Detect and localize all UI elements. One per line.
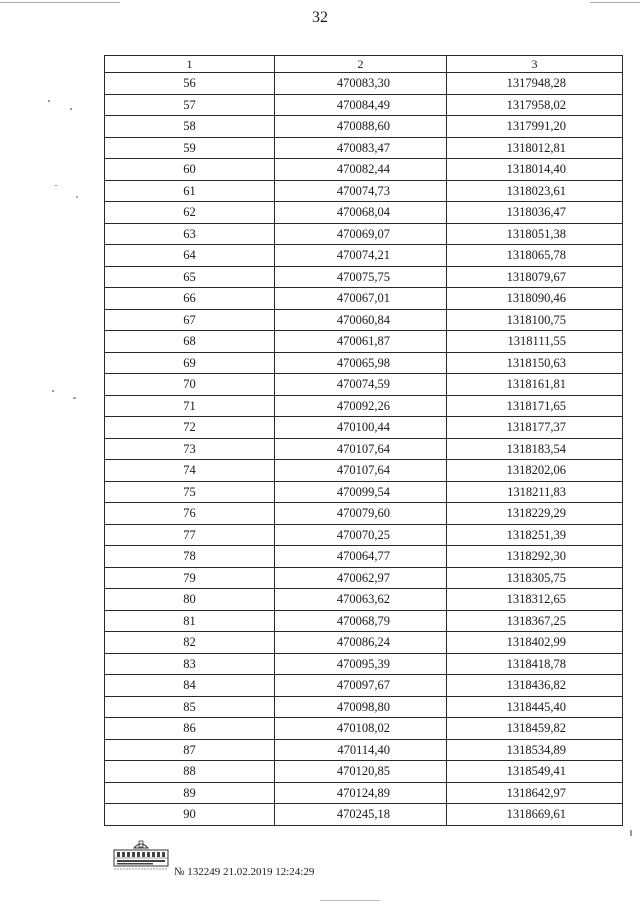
y-coordinate-cell: 1318111,55	[447, 331, 623, 353]
point-number-cell: 70	[105, 374, 275, 396]
table-row	[105, 610, 623, 632]
table-row	[105, 245, 623, 267]
point-number-cell: 78	[105, 546, 275, 568]
y-coordinate-cell: 1318534,89	[447, 739, 623, 761]
registry-seal-icon	[112, 838, 170, 874]
x-coordinate-cell: 470082,44	[275, 159, 447, 181]
x-coordinate-cell: 470074,21	[275, 245, 447, 267]
column-header-1: 1	[105, 56, 275, 73]
table-row	[105, 116, 623, 138]
point-number-cell: 56	[105, 73, 275, 95]
x-coordinate-cell: 470069,07	[275, 223, 447, 245]
table-row	[105, 266, 623, 288]
point-number-cell: 88	[105, 761, 275, 783]
scan-artifact	[70, 108, 72, 110]
x-coordinate-cell: 470063,62	[275, 589, 447, 611]
coordinates-table	[104, 55, 623, 826]
y-coordinate-cell: 1318445,40	[447, 696, 623, 718]
point-number-cell: 65	[105, 266, 275, 288]
x-coordinate-cell: 470097,67	[275, 675, 447, 697]
table-row	[105, 331, 623, 353]
x-coordinate-cell: 470070,25	[275, 524, 447, 546]
point-number-cell: 79	[105, 567, 275, 589]
point-number-cell: 76	[105, 503, 275, 525]
table-row	[105, 632, 623, 654]
table-row	[105, 180, 623, 202]
y-coordinate-cell: 1318051,38	[447, 223, 623, 245]
table-row	[105, 503, 623, 525]
table-row	[105, 589, 623, 611]
y-coordinate-cell: 1318012,81	[447, 137, 623, 159]
point-number-cell: 74	[105, 460, 275, 482]
y-coordinate-cell: 1318014,40	[447, 159, 623, 181]
y-coordinate-cell: 1318251,39	[447, 524, 623, 546]
table-row	[105, 288, 623, 310]
x-coordinate-cell: 470092,26	[275, 395, 447, 417]
x-coordinate-cell: 470098,80	[275, 696, 447, 718]
table-row	[105, 159, 623, 181]
table-row	[105, 223, 623, 245]
table-row	[105, 202, 623, 224]
x-coordinate-cell: 470107,64	[275, 438, 447, 460]
table-row	[105, 804, 623, 826]
y-coordinate-cell: 1318367,25	[447, 610, 623, 632]
y-coordinate-cell: 1318177,37	[447, 417, 623, 439]
point-number-cell: 90	[105, 804, 275, 826]
x-coordinate-cell: 470124,89	[275, 782, 447, 804]
x-coordinate-cell: 470068,79	[275, 610, 447, 632]
y-coordinate-cell: 1318402,99	[447, 632, 623, 654]
document-footer	[112, 838, 372, 888]
x-coordinate-cell: 470114,40	[275, 739, 447, 761]
scan-artifact	[76, 196, 78, 198]
y-coordinate-cell: 1318436,82	[447, 675, 623, 697]
y-coordinate-cell: 1318183,54	[447, 438, 623, 460]
y-coordinate-cell: 1318549,41	[447, 761, 623, 783]
document-registration-stamp: № 132249 21.02.2019 12:24:29	[174, 866, 315, 878]
point-number-cell: 75	[105, 481, 275, 503]
x-coordinate-cell: 470088,60	[275, 116, 447, 138]
x-coordinate-cell: 470083,47	[275, 137, 447, 159]
y-coordinate-cell: 1318669,61	[447, 804, 623, 826]
x-coordinate-cell: 470074,73	[275, 180, 447, 202]
table-row	[105, 73, 623, 95]
table-row	[105, 546, 623, 568]
table-row	[105, 481, 623, 503]
table-row	[105, 718, 623, 740]
x-coordinate-cell: 470095,39	[275, 653, 447, 675]
scan-artifact	[320, 900, 380, 901]
y-coordinate-cell: 1317991,20	[447, 116, 623, 138]
point-number-cell: 85	[105, 696, 275, 718]
point-number-cell: 67	[105, 309, 275, 331]
y-coordinate-cell: 1317948,28	[447, 73, 623, 95]
y-coordinate-cell: 1318292,30	[447, 546, 623, 568]
x-coordinate-cell: 470075,75	[275, 266, 447, 288]
x-coordinate-cell: 470100,44	[275, 417, 447, 439]
point-number-cell: 77	[105, 524, 275, 546]
y-coordinate-cell: 1318211,83	[447, 481, 623, 503]
y-coordinate-cell: 1317958,02	[447, 94, 623, 116]
table-row	[105, 567, 623, 589]
point-number-cell: 80	[105, 589, 275, 611]
column-header-2: 2	[275, 56, 447, 73]
table-row	[105, 782, 623, 804]
y-coordinate-cell: 1318642,97	[447, 782, 623, 804]
y-coordinate-cell: 1318079,67	[447, 266, 623, 288]
point-number-cell: 64	[105, 245, 275, 267]
x-coordinate-cell: 470079,60	[275, 503, 447, 525]
point-number-cell: 69	[105, 352, 275, 374]
y-coordinate-cell: 1318312,65	[447, 589, 623, 611]
point-number-cell: 72	[105, 417, 275, 439]
table-row	[105, 137, 623, 159]
page-number: 32	[312, 9, 328, 26]
point-number-cell: 89	[105, 782, 275, 804]
x-coordinate-cell: 470245,18	[275, 804, 447, 826]
point-number-cell: 57	[105, 94, 275, 116]
y-coordinate-cell: 1318305,75	[447, 567, 623, 589]
x-coordinate-cell: 470083,30	[275, 73, 447, 95]
point-number-cell: 60	[105, 159, 275, 181]
table-row	[105, 309, 623, 331]
x-coordinate-cell: 470068,04	[275, 202, 447, 224]
table-row	[105, 460, 623, 482]
x-coordinate-cell: 470062,97	[275, 567, 447, 589]
table-row	[105, 374, 623, 396]
y-coordinate-cell: 1318171,65	[447, 395, 623, 417]
point-number-cell: 83	[105, 653, 275, 675]
x-coordinate-cell: 470060,84	[275, 309, 447, 331]
y-coordinate-cell: 1318202,06	[447, 460, 623, 482]
point-number-cell: 66	[105, 288, 275, 310]
table-row	[105, 739, 623, 761]
scan-artifact	[630, 830, 632, 836]
table-row	[105, 524, 623, 546]
table-row	[105, 696, 623, 718]
point-number-cell: 63	[105, 223, 275, 245]
y-coordinate-cell: 1318229,29	[447, 503, 623, 525]
y-coordinate-cell: 1318418,78	[447, 653, 623, 675]
table-row	[105, 438, 623, 460]
point-number-cell: 71	[105, 395, 275, 417]
x-coordinate-cell: 470061,87	[275, 331, 447, 353]
point-number-cell: 86	[105, 718, 275, 740]
table-row	[105, 675, 623, 697]
scan-artifact	[0, 2, 120, 3]
y-coordinate-cell: 1318459,82	[447, 718, 623, 740]
scan-artifact	[48, 100, 50, 102]
table-row	[105, 761, 623, 783]
scan-artifact	[55, 185, 57, 186]
point-number-cell: 68	[105, 331, 275, 353]
point-number-cell: 58	[105, 116, 275, 138]
scan-artifact	[73, 397, 76, 399]
x-coordinate-cell: 470064,77	[275, 546, 447, 568]
point-number-cell: 84	[105, 675, 275, 697]
x-coordinate-cell: 470074,59	[275, 374, 447, 396]
y-coordinate-cell: 1318065,78	[447, 245, 623, 267]
x-coordinate-cell: 470086,24	[275, 632, 447, 654]
point-number-cell: 62	[105, 202, 275, 224]
point-number-cell: 82	[105, 632, 275, 654]
column-header-3: 3	[447, 56, 623, 73]
x-coordinate-cell: 470084,49	[275, 94, 447, 116]
x-coordinate-cell: 470099,54	[275, 481, 447, 503]
y-coordinate-cell: 1318100,75	[447, 309, 623, 331]
x-coordinate-cell: 470120,85	[275, 761, 447, 783]
table-row	[105, 395, 623, 417]
y-coordinate-cell: 1318150,63	[447, 352, 623, 374]
y-coordinate-cell: 1318036,47	[447, 202, 623, 224]
x-coordinate-cell: 470107,64	[275, 460, 447, 482]
y-coordinate-cell: 1318023,61	[447, 180, 623, 202]
point-number-cell: 73	[105, 438, 275, 460]
point-number-cell: 61	[105, 180, 275, 202]
scan-artifact	[590, 2, 640, 3]
x-coordinate-cell: 470067,01	[275, 288, 447, 310]
scan-artifact	[52, 390, 54, 392]
table-row	[105, 653, 623, 675]
table-row	[105, 94, 623, 116]
point-number-cell: 81	[105, 610, 275, 632]
table-row	[105, 352, 623, 374]
point-number-cell: 87	[105, 739, 275, 761]
table-row	[105, 417, 623, 439]
y-coordinate-cell: 1318161,81	[447, 374, 623, 396]
x-coordinate-cell: 470108,02	[275, 718, 447, 740]
table-header-row	[105, 56, 623, 73]
y-coordinate-cell: 1318090,46	[447, 288, 623, 310]
table-body	[105, 73, 623, 826]
x-coordinate-cell: 470065,98	[275, 352, 447, 374]
point-number-cell: 59	[105, 137, 275, 159]
